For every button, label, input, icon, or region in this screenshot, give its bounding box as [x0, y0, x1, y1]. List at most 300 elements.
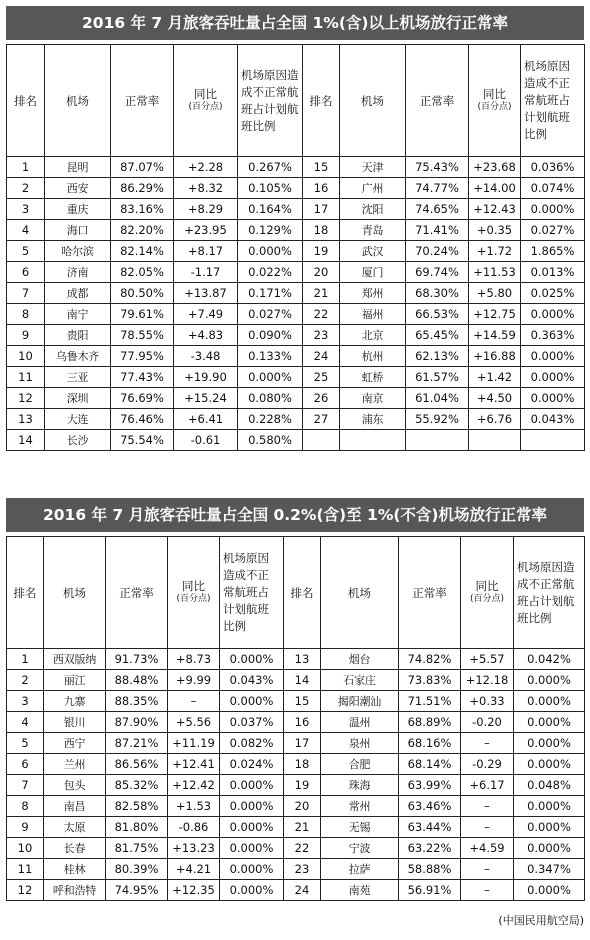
ratio-cell: 0.000% [514, 754, 585, 775]
header-rank: 排名 [7, 537, 44, 649]
rank-cell: 13 [284, 649, 321, 670]
rank-cell: 8 [7, 304, 45, 325]
yoy-cell: -0.61 [174, 430, 238, 451]
airport-cell: 深圳 [45, 388, 111, 409]
table2-header-row [7, 537, 585, 649]
ratio-cell: 0.000% [521, 304, 585, 325]
header-yoy-unit: (百分点) [176, 593, 211, 604]
ratio-cell: 0.000% [220, 880, 284, 901]
ratio-cell: 0.363% [521, 325, 585, 346]
rank-cell: 17 [284, 733, 321, 754]
rate-cell: 58.88% [399, 859, 461, 880]
header-rate: 正常率 [106, 537, 168, 649]
rank-cell: 5 [7, 733, 44, 754]
airport-cell: 丽江 [44, 670, 106, 691]
rate-cell: 68.89% [399, 712, 461, 733]
rate-cell: 88.48% [106, 670, 168, 691]
rate-cell: 82.05% [111, 262, 174, 283]
rank-cell: 23 [303, 325, 340, 346]
ratio-cell: 0.105% [238, 178, 303, 199]
ratio-cell: 0.580% [238, 430, 303, 451]
ratio-cell: 0.043% [521, 409, 585, 430]
header-ratio: 机场原因造成不正常航班占计划航班比例 [514, 537, 585, 649]
yoy-cell: +5.56 [168, 712, 220, 733]
header-yoy-unit: (百分点) [469, 593, 505, 604]
table-row [7, 157, 585, 178]
rate-cell: 82.20% [111, 220, 174, 241]
rank-cell: 16 [284, 712, 321, 733]
table-row [7, 880, 585, 901]
yoy-cell: +12.41 [168, 754, 220, 775]
rank-cell: 17 [303, 199, 340, 220]
ratio-cell: 0.000% [521, 346, 585, 367]
header-yoy [461, 537, 514, 649]
rank-cell: 2 [7, 670, 44, 691]
yoy-cell: – [461, 817, 514, 838]
ratio-cell: 0.080% [238, 388, 303, 409]
ratio-cell: 0.000% [220, 691, 284, 712]
rate-cell: 70.24% [406, 241, 469, 262]
ratio-cell [521, 430, 585, 451]
airport-cell: 南京 [340, 388, 406, 409]
ratio-cell: 0.027% [521, 220, 585, 241]
rank-cell: 14 [284, 670, 321, 691]
rank-cell: 19 [284, 775, 321, 796]
ratio-cell: 0.022% [238, 262, 303, 283]
rank-cell: 4 [7, 712, 44, 733]
rank-cell: 18 [284, 754, 321, 775]
yoy-cell: +14.00 [469, 178, 521, 199]
ratio-cell: 0.000% [238, 241, 303, 262]
table-row [7, 430, 585, 451]
airport-cell: 太原 [44, 817, 106, 838]
ratio-cell: 1.865% [521, 241, 585, 262]
ratio-cell: 0.000% [220, 817, 284, 838]
ratio-cell: 0.090% [238, 325, 303, 346]
rate-cell: 81.80% [106, 817, 168, 838]
airport-cell: 南昌 [44, 796, 106, 817]
table-row [7, 733, 585, 754]
rank-cell: 14 [7, 430, 45, 451]
ratio-cell: 0.267% [238, 157, 303, 178]
rank-cell: 22 [303, 304, 340, 325]
yoy-cell: +13.23 [168, 838, 220, 859]
ratio-cell: 0.133% [238, 346, 303, 367]
header-yoy-unit: (百分点) [477, 101, 512, 112]
rank-cell: 22 [284, 838, 321, 859]
rate-cell: 77.43% [111, 367, 174, 388]
header-ratio: 机场原因造成不正常航班占计划航班比例 [521, 45, 585, 157]
ratio-cell: 0.074% [521, 178, 585, 199]
rank-cell: 16 [303, 178, 340, 199]
yoy-cell: +2.28 [174, 157, 238, 178]
airport-cell: 海口 [45, 220, 111, 241]
rank-cell: 11 [7, 367, 45, 388]
airport-cell: 青岛 [340, 220, 406, 241]
rank-cell: 8 [7, 796, 44, 817]
ratio-cell: 0.042% [514, 649, 585, 670]
ratio-cell: 0.024% [220, 754, 284, 775]
ratio-cell: 0.000% [220, 859, 284, 880]
table-row [7, 304, 585, 325]
rank-cell: 3 [7, 199, 45, 220]
airport-cell: 呼和浩特 [44, 880, 106, 901]
rate-cell: 61.57% [406, 367, 469, 388]
yoy-cell: +11.53 [469, 262, 521, 283]
rank-cell: 19 [303, 241, 340, 262]
yoy-cell: +1.53 [168, 796, 220, 817]
rate-cell: 68.14% [399, 754, 461, 775]
rate-cell: 86.29% [111, 178, 174, 199]
airport-cell: 哈尔滨 [45, 241, 111, 262]
rate-cell: 74.95% [106, 880, 168, 901]
yoy-cell: -0.20 [461, 712, 514, 733]
rank-cell: 10 [7, 838, 44, 859]
ratio-cell: 0.000% [521, 199, 585, 220]
ratio-cell: 0.129% [238, 220, 303, 241]
yoy-cell: -0.29 [461, 754, 514, 775]
ratio-cell: 0.000% [521, 388, 585, 409]
table-row [7, 388, 585, 409]
rank-cell: 6 [7, 262, 45, 283]
airport-cell: 成都 [45, 283, 111, 304]
rank-cell: 21 [303, 283, 340, 304]
yoy-cell: +12.42 [168, 775, 220, 796]
airport-cell: 兰州 [44, 754, 106, 775]
header-airport: 机场 [44, 537, 106, 649]
header-ratio: 机场原因造成不正常航班占计划航班比例 [220, 537, 284, 649]
yoy-cell: +1.72 [469, 241, 521, 262]
yoy-cell: +19.90 [174, 367, 238, 388]
airport-cell: 大连 [45, 409, 111, 430]
yoy-cell: +12.18 [461, 670, 514, 691]
yoy-cell: +0.35 [469, 220, 521, 241]
airport-cell: 烟台 [321, 649, 399, 670]
airport-cell: 福州 [340, 304, 406, 325]
rate-cell: 83.16% [111, 199, 174, 220]
airport-cell: 石家庄 [321, 670, 399, 691]
rate-cell: 68.16% [399, 733, 461, 754]
rate-cell: 65.45% [406, 325, 469, 346]
airport-cell: 泉州 [321, 733, 399, 754]
rank-cell: 12 [7, 880, 44, 901]
rate-cell: 85.32% [106, 775, 168, 796]
yoy-cell: +9.99 [168, 670, 220, 691]
rate-cell: 71.41% [406, 220, 469, 241]
ratio-cell: 0.013% [521, 262, 585, 283]
airport-cell: 长春 [44, 838, 106, 859]
airport-cell: 桂林 [44, 859, 106, 880]
table-row [7, 325, 585, 346]
table-row [7, 649, 585, 670]
ratio-cell: 0.000% [514, 796, 585, 817]
rate-cell: 62.13% [406, 346, 469, 367]
rank-cell: 20 [303, 262, 340, 283]
rank-cell: 26 [303, 388, 340, 409]
rank-cell: 20 [284, 796, 321, 817]
rank-cell: 24 [284, 880, 321, 901]
header-airport: 机场 [340, 45, 406, 157]
airport-cell: 宁波 [321, 838, 399, 859]
ratio-cell: 0.000% [514, 733, 585, 754]
airport-cell: 南苑 [321, 880, 399, 901]
yoy-cell: +12.35 [168, 880, 220, 901]
yoy-cell: +5.57 [461, 649, 514, 670]
rate-cell: 69.74% [406, 262, 469, 283]
yoy-cell: +8.73 [168, 649, 220, 670]
ratio-cell: 0.025% [521, 283, 585, 304]
airport-cell: 广州 [340, 178, 406, 199]
table-row [7, 796, 585, 817]
airport-cell: 长沙 [45, 430, 111, 451]
rank-cell: 7 [7, 775, 44, 796]
airport-cell: 重庆 [45, 199, 111, 220]
yoy-cell: +23.95 [174, 220, 238, 241]
rank-cell: 1 [7, 157, 45, 178]
rate-cell: 63.22% [399, 838, 461, 859]
yoy-cell: +4.21 [168, 859, 220, 880]
yoy-cell: – [461, 880, 514, 901]
table-row [7, 178, 585, 199]
rank-cell: 7 [7, 283, 45, 304]
header-yoy-unit: (百分点) [188, 101, 223, 112]
rate-cell: 76.46% [111, 409, 174, 430]
ratio-cell: 0.000% [514, 838, 585, 859]
header-yoy [469, 45, 521, 157]
header-airport: 机场 [45, 45, 111, 157]
rate-cell [406, 430, 469, 451]
header-rank: 排名 [7, 45, 45, 157]
table-row [7, 775, 585, 796]
rank-cell [303, 430, 340, 451]
rank-cell: 4 [7, 220, 45, 241]
table1 [6, 44, 585, 451]
rate-cell: 87.07% [111, 157, 174, 178]
airport-cell: 虹桥 [340, 367, 406, 388]
airport-cell: 无锡 [321, 817, 399, 838]
rate-cell: 75.43% [406, 157, 469, 178]
ratio-cell: 0.171% [238, 283, 303, 304]
header-yoy [168, 537, 220, 649]
yoy-cell: +4.83 [174, 325, 238, 346]
yoy-cell: +6.76 [469, 409, 521, 430]
table-row [7, 838, 585, 859]
header-airport: 机场 [321, 537, 399, 649]
airport-cell: 杭州 [340, 346, 406, 367]
table1-header-row [7, 45, 585, 157]
rate-cell: 87.90% [106, 712, 168, 733]
ratio-cell: 0.164% [238, 199, 303, 220]
rank-cell: 15 [284, 691, 321, 712]
table-row [7, 283, 585, 304]
table-row [7, 691, 585, 712]
rank-cell: 3 [7, 691, 44, 712]
rate-cell: 74.65% [406, 199, 469, 220]
ratio-cell: 0.027% [238, 304, 303, 325]
yoy-cell: +7.49 [174, 304, 238, 325]
rank-cell: 10 [7, 346, 45, 367]
rate-cell: 76.69% [111, 388, 174, 409]
rate-cell: 63.46% [399, 796, 461, 817]
airport-cell: 昆明 [45, 157, 111, 178]
rate-cell: 88.35% [106, 691, 168, 712]
ratio-cell: 0.000% [220, 649, 284, 670]
airport-cell: 温州 [321, 712, 399, 733]
table-row [7, 346, 585, 367]
rate-cell: 66.53% [406, 304, 469, 325]
ratio-cell: 0.043% [220, 670, 284, 691]
source-credit: (中国民用航空局) [498, 914, 584, 927]
yoy-cell: +5.80 [469, 283, 521, 304]
rate-cell: 63.99% [399, 775, 461, 796]
rate-cell: 86.56% [106, 754, 168, 775]
rate-cell: 87.21% [106, 733, 168, 754]
rank-cell: 27 [303, 409, 340, 430]
ratio-cell: 0.037% [220, 712, 284, 733]
rate-cell: 74.82% [399, 649, 461, 670]
yoy-cell: +14.59 [469, 325, 521, 346]
ratio-cell: 0.000% [514, 691, 585, 712]
header-rank: 排名 [284, 537, 321, 649]
yoy-cell: +8.29 [174, 199, 238, 220]
airport-cell [340, 430, 406, 451]
table-row [7, 199, 585, 220]
header-rate: 正常率 [111, 45, 174, 157]
table-row [7, 754, 585, 775]
yoy-cell: +6.41 [174, 409, 238, 430]
yoy-cell [469, 430, 521, 451]
ratio-cell: 0.000% [220, 775, 284, 796]
table-row [7, 712, 585, 733]
airport-cell: 珠海 [321, 775, 399, 796]
airport-cell: 厦门 [340, 262, 406, 283]
yoy-cell: -3.48 [174, 346, 238, 367]
header-rank: 排名 [303, 45, 340, 157]
yoy-cell: +23.68 [469, 157, 521, 178]
yoy-cell: +12.75 [469, 304, 521, 325]
rank-cell: 11 [7, 859, 44, 880]
rank-cell: 2 [7, 178, 45, 199]
airport-cell: 乌鲁木齐 [45, 346, 111, 367]
header-yoy-label: 同比 [182, 578, 205, 593]
airport-cell: 武汉 [340, 241, 406, 262]
rate-cell: 55.92% [406, 409, 469, 430]
yoy-cell: +16.88 [469, 346, 521, 367]
airport-cell: 西安 [45, 178, 111, 199]
header-yoy-label: 同比 [194, 86, 217, 101]
airport-cell: 揭阳潮汕 [321, 691, 399, 712]
header-yoy-label: 同比 [475, 578, 499, 593]
rank-cell: 13 [7, 409, 45, 430]
airport-cell: 常州 [321, 796, 399, 817]
rank-cell: 21 [284, 817, 321, 838]
ratio-cell: 0.000% [238, 367, 303, 388]
rate-cell: 56.91% [399, 880, 461, 901]
rate-cell: 82.58% [106, 796, 168, 817]
yoy-cell: +4.50 [469, 388, 521, 409]
rate-cell: 78.55% [111, 325, 174, 346]
table-row [7, 367, 585, 388]
yoy-cell: +0.33 [461, 691, 514, 712]
yoy-cell: – [461, 796, 514, 817]
airport-cell: 天津 [340, 157, 406, 178]
ratio-cell: 0.082% [220, 733, 284, 754]
airport-cell: 贵阳 [45, 325, 111, 346]
ratio-cell: 0.000% [220, 838, 284, 859]
airport-cell: 三亚 [45, 367, 111, 388]
table-row [7, 409, 585, 430]
yoy-cell: – [168, 691, 220, 712]
rank-cell: 9 [7, 325, 45, 346]
airport-cell: 北京 [340, 325, 406, 346]
rank-cell: 6 [7, 754, 44, 775]
yoy-cell: +13.87 [174, 283, 238, 304]
rank-cell: 5 [7, 241, 45, 262]
yoy-cell: +8.32 [174, 178, 238, 199]
airport-cell: 拉萨 [321, 859, 399, 880]
airport-cell: 西双版纳 [44, 649, 106, 670]
rank-cell: 24 [303, 346, 340, 367]
ratio-cell: 0.000% [521, 367, 585, 388]
airport-cell: 郑州 [340, 283, 406, 304]
rate-cell: 61.04% [406, 388, 469, 409]
rate-cell: 71.51% [399, 691, 461, 712]
airport-cell: 浦东 [340, 409, 406, 430]
table-row [7, 262, 585, 283]
ratio-cell: 0.000% [514, 880, 585, 901]
airport-cell: 西宁 [44, 733, 106, 754]
yoy-cell: +8.17 [174, 241, 238, 262]
yoy-cell: +15.24 [174, 388, 238, 409]
table2 [6, 536, 585, 901]
table1-title: 2016 年 7 月旅客吞吐量占全国 1%(含)以上机场放行正常率 [6, 6, 584, 40]
ratio-cell: 0.048% [514, 775, 585, 796]
rate-cell: 80.39% [106, 859, 168, 880]
rate-cell: 68.30% [406, 283, 469, 304]
table-row [7, 817, 585, 838]
ratio-cell: 0.000% [514, 712, 585, 733]
rate-cell: 91.73% [106, 649, 168, 670]
rate-cell: 75.54% [111, 430, 174, 451]
ratio-cell: 0.347% [514, 859, 585, 880]
rate-cell: 77.95% [111, 346, 174, 367]
rate-cell: 82.14% [111, 241, 174, 262]
rate-cell: 79.61% [111, 304, 174, 325]
header-rate: 正常率 [399, 537, 461, 649]
yoy-cell: +1.42 [469, 367, 521, 388]
header-ratio: 机场原因造成不正常航班占计划航班比例 [238, 45, 303, 157]
ratio-cell: 0.000% [514, 817, 585, 838]
yoy-cell: -1.17 [174, 262, 238, 283]
rank-cell: 9 [7, 817, 44, 838]
yoy-cell: +4.59 [461, 838, 514, 859]
table-row [7, 220, 585, 241]
header-yoy [174, 45, 238, 157]
yoy-cell: – [461, 733, 514, 754]
table2-title: 2016 年 7 月旅客吞吐量占全国 0.2%(含)至 1%(不含)机场放行正常率 [6, 498, 584, 532]
rate-cell: 81.75% [106, 838, 168, 859]
ratio-cell: 0.228% [238, 409, 303, 430]
rank-cell: 15 [303, 157, 340, 178]
table-row [7, 670, 585, 691]
rank-cell: 1 [7, 649, 44, 670]
airport-cell: 九寨 [44, 691, 106, 712]
yoy-cell: +11.19 [168, 733, 220, 754]
rate-cell: 63.44% [399, 817, 461, 838]
header-yoy-label: 同比 [483, 86, 506, 101]
yoy-cell: -0.86 [168, 817, 220, 838]
airport-cell: 济南 [45, 262, 111, 283]
